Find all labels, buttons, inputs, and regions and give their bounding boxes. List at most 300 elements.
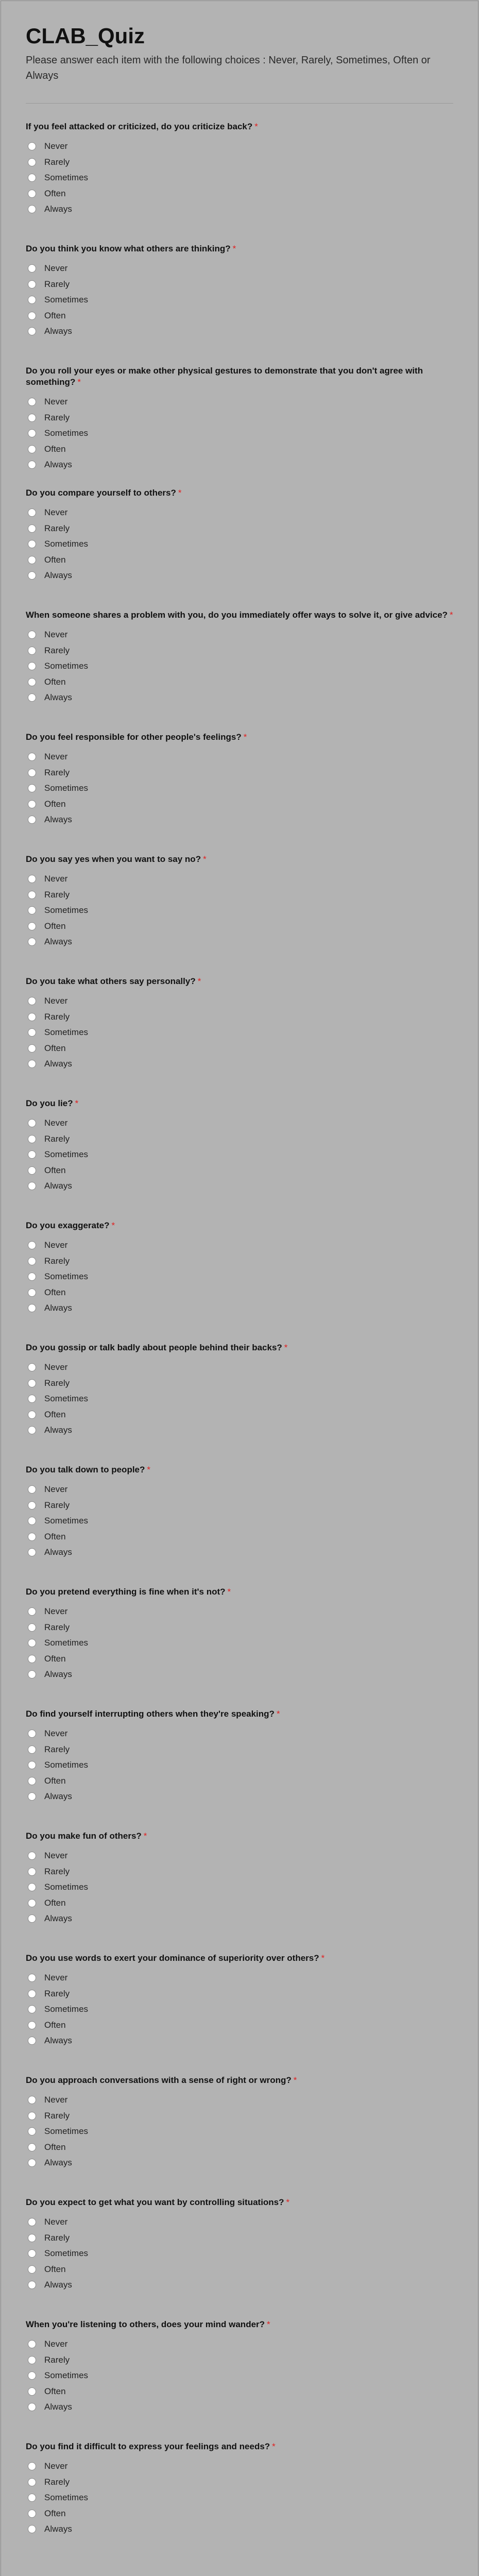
radio-button[interactable] — [28, 1792, 36, 1801]
radio-option[interactable] — [26, 457, 453, 473]
radio-button[interactable] — [28, 769, 36, 777]
required-marker: * — [178, 488, 182, 498]
radio-button[interactable] — [28, 429, 36, 437]
radio-option[interactable] — [26, 1513, 453, 1529]
radio-button[interactable] — [28, 922, 36, 930]
radio-option[interactable] — [26, 1742, 453, 1758]
radio-option[interactable] — [26, 1041, 453, 1057]
question-block — [26, 1575, 453, 1697]
required-marker: * — [254, 122, 258, 131]
option-label: Never — [44, 1484, 68, 1495]
option-label: Never — [44, 1240, 68, 1250]
radio-button[interactable] — [28, 1990, 36, 1998]
radio-button[interactable] — [28, 2249, 36, 2258]
radio-option[interactable] — [26, 2108, 453, 2124]
radio-button[interactable] — [28, 296, 36, 304]
option-label: Sometimes — [44, 1149, 89, 1160]
radio-option[interactable] — [26, 2368, 453, 2384]
radio-option[interactable] — [26, 1895, 453, 1911]
radio-button[interactable] — [28, 662, 36, 670]
radio-button[interactable] — [28, 906, 36, 914]
option-label: Never — [44, 1973, 68, 1983]
radio-button[interactable] — [28, 190, 36, 198]
radio-option[interactable] — [26, 1970, 453, 1986]
radio-button[interactable] — [28, 1044, 36, 1053]
option-label: Sometimes — [44, 2004, 89, 2014]
radio-button[interactable] — [28, 1533, 36, 1541]
radio-button[interactable] — [28, 2265, 36, 2274]
radio-option[interactable] — [26, 1986, 453, 2002]
radio-option[interactable] — [26, 1911, 453, 1927]
radio-button[interactable] — [28, 1899, 36, 1907]
option-label: Always — [44, 1547, 72, 1557]
radio-option[interactable] — [26, 1376, 453, 1392]
required-marker: * — [286, 2197, 290, 2207]
radio-option[interactable] — [26, 261, 453, 277]
quiz-form — [26, 23, 453, 2552]
option-label: Sometimes — [44, 1027, 89, 1038]
option-label: Always — [44, 1913, 72, 1924]
option-label: Always — [44, 2158, 72, 2168]
question-text — [26, 365, 453, 388]
radio-button[interactable] — [28, 1655, 36, 1663]
radio-option[interactable] — [26, 1178, 453, 1194]
radio-option[interactable] — [26, 2399, 453, 2415]
option-label: Often — [44, 1531, 66, 1541]
option-label: Always — [44, 460, 72, 470]
radio-option[interactable] — [26, 2214, 453, 2230]
question-label: When you're listening to others, does your mind wander? — [26, 2319, 265, 2329]
radio-button[interactable] — [28, 2127, 36, 2136]
radio-option[interactable] — [26, 887, 453, 903]
option-label: Never — [44, 996, 68, 1006]
question-block — [26, 2308, 453, 2430]
radio-option[interactable] — [26, 426, 453, 442]
form-subtitle: Please answer each item with the following choices : Never, Rarely, Sometimes, Often or Always — [26, 55, 431, 81]
radio-option[interactable] — [26, 2092, 453, 2108]
option-label: Always — [44, 1059, 72, 1069]
radio-option[interactable] — [26, 690, 453, 706]
radio-button[interactable] — [28, 753, 36, 761]
radio-button[interactable] — [28, 2112, 36, 2120]
radio-button[interactable] — [28, 2005, 36, 2013]
radio-option[interactable] — [26, 2246, 453, 2262]
radio-option[interactable] — [26, 277, 453, 293]
radio-option[interactable] — [26, 2277, 453, 2293]
radio-button[interactable] — [28, 631, 36, 639]
radio-button[interactable] — [28, 800, 36, 808]
radio-button[interactable] — [28, 1730, 36, 1738]
radio-option[interactable] — [26, 2140, 453, 2156]
option-label: Sometimes — [44, 295, 89, 305]
radio-button[interactable] — [28, 398, 36, 406]
radio-option[interactable] — [26, 1879, 453, 1895]
option-label: Sometimes — [44, 905, 89, 916]
radio-button[interactable] — [28, 205, 36, 213]
radio-option[interactable] — [26, 170, 453, 186]
radio-button[interactable] — [28, 524, 36, 533]
radio-option[interactable] — [26, 521, 453, 537]
radio-option[interactable] — [26, 1604, 453, 1620]
radio-button[interactable] — [28, 1060, 36, 1068]
radio-button[interactable] — [28, 1363, 36, 1371]
question-text — [26, 121, 453, 132]
radio-button[interactable] — [28, 1501, 36, 1510]
radio-option[interactable] — [26, 2124, 453, 2140]
radio-button[interactable] — [28, 1777, 36, 1785]
radio-option[interactable] — [26, 1635, 453, 1651]
radio-option[interactable] — [26, 2490, 453, 2506]
option-label: Always — [44, 1669, 72, 1680]
option-label: Never — [44, 1728, 68, 1739]
radio-button[interactable] — [28, 2281, 36, 2289]
radio-option[interactable] — [26, 1285, 453, 1301]
radio-button[interactable] — [28, 2371, 36, 2380]
radio-button[interactable] — [28, 1241, 36, 1249]
radio-button[interactable] — [28, 1852, 36, 1860]
radio-option[interactable] — [26, 1545, 453, 1561]
radio-option[interactable] — [26, 1360, 453, 1376]
radio-button[interactable] — [28, 1150, 36, 1159]
option-label: Rarely — [44, 889, 70, 900]
question-text — [26, 1953, 453, 1964]
question-label: Do you expect to get what you want by controlling situations? — [26, 2197, 284, 2207]
question-text — [26, 1464, 453, 1476]
question-text — [26, 1586, 453, 1598]
radio-option[interactable] — [26, 1667, 453, 1683]
radio-option[interactable] — [26, 552, 453, 568]
radio-button[interactable] — [28, 816, 36, 824]
radio-button[interactable] — [28, 875, 36, 883]
radio-button[interactable] — [28, 891, 36, 899]
radio-option[interactable] — [26, 627, 453, 643]
radio-option[interactable] — [26, 201, 453, 217]
radio-button[interactable] — [28, 280, 36, 289]
option-label: Always — [44, 1425, 72, 1435]
option-label: Sometimes — [44, 1272, 89, 1282]
radio-button[interactable] — [28, 938, 36, 946]
radio-button[interactable] — [28, 997, 36, 1005]
radio-button[interactable] — [28, 2494, 36, 2502]
option-label: Never — [44, 2217, 68, 2227]
option-label: Often — [44, 554, 66, 565]
radio-option[interactable] — [26, 658, 453, 674]
radio-button[interactable] — [28, 312, 36, 320]
question-label: Do you talk down to people? — [26, 1465, 145, 1475]
radio-option[interactable] — [26, 903, 453, 919]
radio-option[interactable] — [26, 410, 453, 426]
radio-option[interactable] — [26, 442, 453, 457]
question-label: Do you make fun of others? — [26, 1831, 142, 1841]
radio-button[interactable] — [28, 1135, 36, 1143]
option-label: Rarely — [44, 2477, 70, 2487]
option-label: Always — [44, 815, 72, 825]
radio-button[interactable] — [28, 571, 36, 580]
radio-option[interactable] — [26, 1025, 453, 1041]
radio-button[interactable] — [28, 1914, 36, 1923]
radio-option[interactable] — [26, 1757, 453, 1773]
option-label: Always — [44, 2402, 72, 2412]
option-label: Never — [44, 752, 68, 762]
radio-button[interactable] — [28, 2356, 36, 2364]
option-label: Always — [44, 1303, 72, 1313]
option-label: Always — [44, 326, 72, 336]
radio-option[interactable] — [26, 1848, 453, 1864]
option-label: Often — [44, 1653, 66, 1664]
radio-option[interactable] — [26, 1789, 453, 1805]
radio-button[interactable] — [28, 1257, 36, 1265]
radio-option[interactable] — [26, 2033, 453, 2049]
radio-option[interactable] — [26, 155, 453, 171]
option-label: Never — [44, 2339, 68, 2349]
radio-option[interactable] — [26, 1115, 453, 1131]
required-marker: * — [284, 1343, 288, 1352]
option-label: Rarely — [44, 1500, 70, 1510]
radio-button[interactable] — [28, 2403, 36, 2411]
required-marker: * — [143, 1831, 147, 1841]
radio-option[interactable] — [26, 186, 453, 202]
radio-button[interactable] — [28, 1548, 36, 1556]
radio-option[interactable] — [26, 1407, 453, 1423]
option-label: Rarely — [44, 279, 70, 289]
question-label: Do you use words to exert your dominance of superiority over others? — [26, 1953, 319, 1963]
radio-button[interactable] — [28, 509, 36, 517]
radio-button[interactable] — [28, 2340, 36, 2348]
form-title: CLAB_Quiz — [26, 24, 145, 48]
option-label: Always — [44, 2036, 72, 2046]
radio-button[interactable] — [28, 461, 36, 469]
radio-option[interactable] — [26, 2018, 453, 2033]
question-text — [26, 487, 453, 499]
option-label: Always — [44, 204, 72, 214]
radio-button[interactable] — [28, 784, 36, 792]
radio-option[interactable] — [26, 2521, 453, 2537]
radio-button[interactable] — [28, 2387, 36, 2396]
radio-option[interactable] — [26, 781, 453, 796]
radio-option[interactable] — [26, 765, 453, 781]
radio-option[interactable] — [26, 674, 453, 690]
radio-option[interactable] — [26, 1056, 453, 1072]
option-label: Always — [44, 937, 72, 947]
option-label: Rarely — [44, 2110, 70, 2121]
option-label: Never — [44, 1362, 68, 1372]
question-text — [26, 1220, 453, 1231]
radio-option[interactable] — [26, 1391, 453, 1407]
option-label: Rarely — [44, 645, 70, 655]
option-label: Always — [44, 1181, 72, 1191]
question-text — [26, 854, 453, 865]
radio-button[interactable] — [28, 556, 36, 564]
radio-button[interactable] — [28, 647, 36, 655]
radio-button[interactable] — [28, 1639, 36, 1647]
radio-button[interactable] — [28, 158, 36, 166]
radio-option[interactable] — [26, 505, 453, 521]
radio-option[interactable] — [26, 2262, 453, 2278]
radio-button[interactable] — [28, 2096, 36, 2104]
radio-option[interactable] — [26, 2475, 453, 2490]
radio-button[interactable] — [28, 2478, 36, 2486]
radio-button[interactable] — [28, 142, 36, 150]
option-label: Rarely — [44, 1744, 70, 1754]
radio-button[interactable] — [28, 1028, 36, 1037]
radio-button[interactable] — [28, 2021, 36, 2029]
radio-button[interactable] — [28, 2159, 36, 2167]
radio-option[interactable] — [26, 1269, 453, 1285]
option-label: Sometimes — [44, 428, 89, 438]
radio-option[interactable] — [26, 308, 453, 324]
radio-button[interactable] — [28, 1426, 36, 1434]
radio-option[interactable] — [26, 394, 453, 410]
radio-button[interactable] — [28, 1304, 36, 1312]
radio-option[interactable] — [26, 292, 453, 308]
radio-option[interactable] — [26, 1773, 453, 1789]
radio-button[interactable] — [28, 540, 36, 548]
radio-button[interactable] — [28, 1670, 36, 1679]
radio-button[interactable] — [28, 1273, 36, 1281]
question-text — [26, 1342, 453, 1353]
question-list — [26, 110, 453, 2552]
option-label: Sometimes — [44, 783, 89, 793]
radio-option[interactable] — [26, 2336, 453, 2352]
radio-button[interactable] — [28, 1119, 36, 1127]
radio-button[interactable] — [28, 1485, 36, 1494]
radio-button[interactable] — [28, 693, 36, 702]
radio-button[interactable] — [28, 2510, 36, 2518]
radio-button[interactable] — [28, 1166, 36, 1175]
radio-option[interactable] — [26, 2155, 453, 2171]
question-block — [26, 1087, 453, 1209]
radio-option[interactable] — [26, 934, 453, 950]
required-marker: * — [147, 1465, 151, 1475]
radio-button[interactable] — [28, 1883, 36, 1891]
radio-option[interactable] — [26, 1498, 453, 1514]
radio-button[interactable] — [28, 2462, 36, 2470]
radio-option[interactable] — [26, 993, 453, 1009]
radio-button[interactable] — [28, 1395, 36, 1403]
radio-option[interactable] — [26, 2384, 453, 2400]
radio-option[interactable] — [26, 324, 453, 340]
option-label: Often — [44, 921, 66, 931]
question-label: Do you lie? — [26, 1098, 73, 1108]
required-marker: * — [203, 854, 207, 864]
radio-button[interactable] — [28, 2234, 36, 2242]
radio-option[interactable] — [26, 1864, 453, 1880]
radio-button[interactable] — [28, 174, 36, 182]
radio-option[interactable] — [26, 643, 453, 659]
required-marker: * — [450, 610, 453, 620]
option-label: Always — [44, 2280, 72, 2290]
radio-option[interactable] — [26, 1422, 453, 1438]
radio-option[interactable] — [26, 2506, 453, 2522]
question-label: Do you exaggerate? — [26, 1221, 110, 1230]
radio-option[interactable] — [26, 2459, 453, 2475]
radio-option[interactable] — [26, 871, 453, 887]
question-text — [26, 1098, 453, 1109]
radio-button[interactable] — [28, 2218, 36, 2226]
option-label: Never — [44, 2461, 68, 2471]
option-label: Often — [44, 1287, 66, 1297]
radio-option[interactable] — [26, 568, 453, 584]
radio-option[interactable] — [26, 1620, 453, 1636]
option-label: Always — [44, 692, 72, 703]
option-label: Never — [44, 874, 68, 884]
radio-button[interactable] — [28, 1289, 36, 1297]
radio-option[interactable] — [26, 1131, 453, 1147]
question-block — [26, 2063, 453, 2185]
option-label: Sometimes — [44, 1394, 89, 1404]
radio-option[interactable] — [26, 1529, 453, 1545]
option-label: Always — [44, 570, 72, 581]
radio-button[interactable] — [28, 1761, 36, 1769]
radio-button[interactable] — [28, 1379, 36, 1387]
option-label: Sometimes — [44, 1760, 89, 1770]
radio-option[interactable] — [26, 2352, 453, 2368]
radio-button[interactable] — [28, 2143, 36, 2151]
radio-button[interactable] — [28, 1745, 36, 1754]
radio-option[interactable] — [26, 1009, 453, 1025]
radio-option[interactable] — [26, 919, 453, 935]
option-label: Rarely — [44, 2232, 70, 2243]
option-label: Sometimes — [44, 2126, 89, 2137]
radio-option[interactable] — [26, 1163, 453, 1179]
radio-option[interactable] — [26, 1300, 453, 1316]
radio-button[interactable] — [28, 327, 36, 335]
radio-button[interactable] — [28, 1182, 36, 1190]
radio-option[interactable] — [26, 1147, 453, 1163]
radio-option[interactable] — [26, 139, 453, 155]
required-marker: * — [227, 1587, 231, 1597]
radio-option[interactable] — [26, 1726, 453, 1742]
radio-option[interactable] — [26, 2230, 453, 2246]
radio-option[interactable] — [26, 1238, 453, 1253]
option-label: Often — [44, 2508, 66, 2518]
option-label: Never — [44, 263, 68, 274]
option-label: Rarely — [44, 2354, 70, 2365]
radio-button[interactable] — [28, 1607, 36, 1616]
radio-button[interactable] — [28, 2037, 36, 2045]
radio-option[interactable] — [26, 1253, 453, 1269]
radio-option[interactable] — [26, 1651, 453, 1667]
radio-button[interactable] — [28, 1013, 36, 1021]
option-label: Often — [44, 444, 66, 454]
radio-button[interactable] — [28, 1868, 36, 1876]
question-block — [26, 1697, 453, 1819]
radio-button[interactable] — [28, 414, 36, 422]
question-block — [26, 598, 453, 720]
header-divider — [26, 103, 453, 104]
radio-option[interactable] — [26, 812, 453, 828]
option-label: Never — [44, 141, 68, 151]
radio-button[interactable] — [28, 1411, 36, 1419]
radio-option[interactable] — [26, 536, 453, 552]
question-label: When someone shares a problem with you, do you immediately offer ways to solve it, or give advice? — [26, 610, 448, 620]
radio-button[interactable] — [28, 678, 36, 686]
radio-option[interactable] — [26, 2002, 453, 2018]
radio-button[interactable] — [28, 264, 36, 273]
radio-option[interactable] — [26, 796, 453, 812]
radio-button[interactable] — [28, 1517, 36, 1525]
radio-button[interactable] — [28, 2525, 36, 2533]
question-block — [26, 1819, 453, 1941]
option-label: Often — [44, 2386, 66, 2396]
radio-option[interactable] — [26, 1482, 453, 1498]
question-block — [26, 720, 453, 842]
option-label: Often — [44, 2020, 66, 2030]
radio-option[interactable] — [26, 749, 453, 765]
radio-button[interactable] — [28, 1623, 36, 1632]
radio-button[interactable] — [28, 1974, 36, 1982]
radio-button[interactable] — [28, 445, 36, 453]
